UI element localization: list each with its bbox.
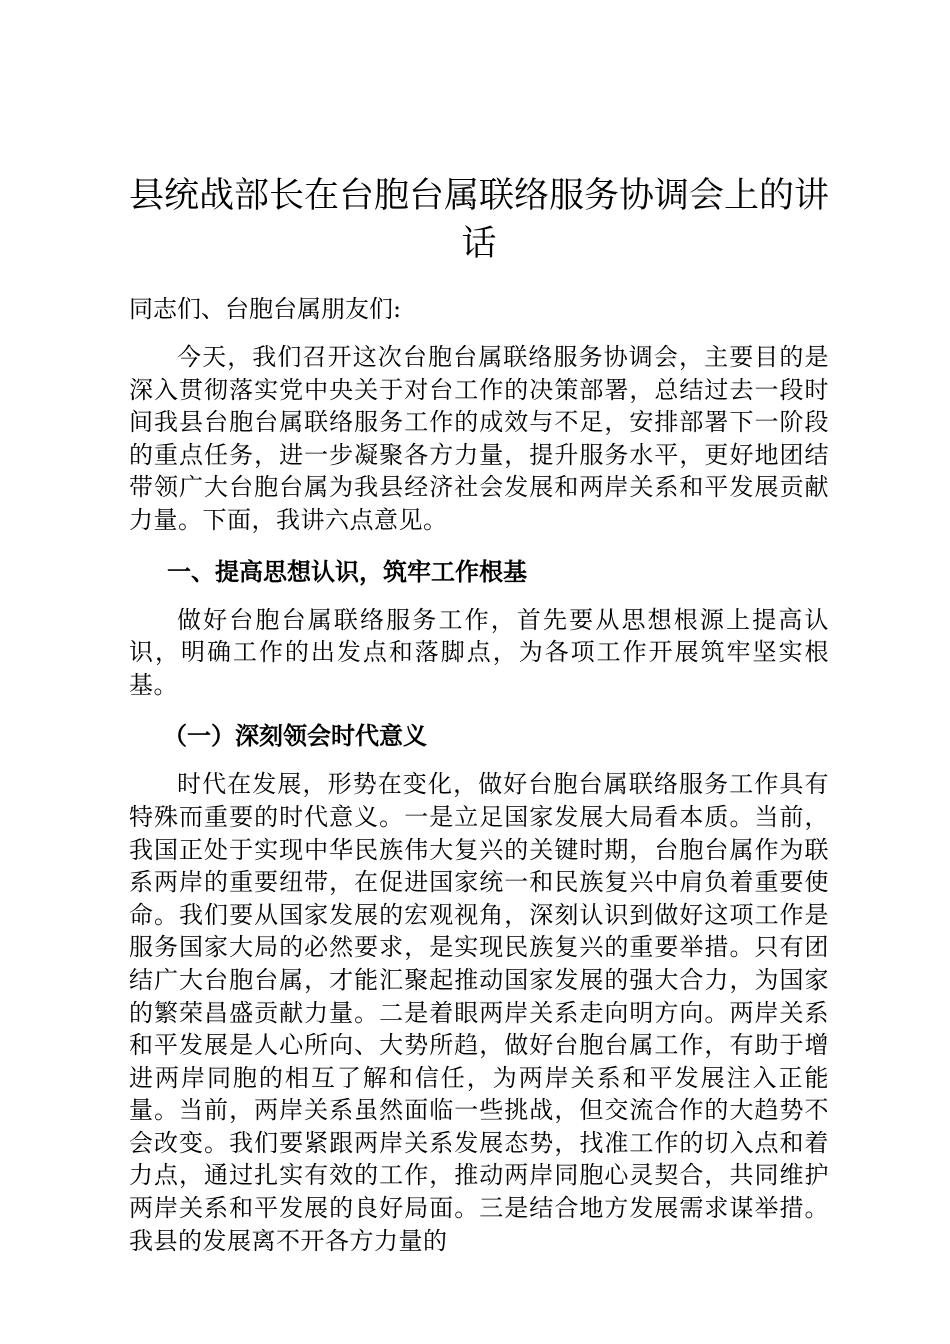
- intro-paragraph: 今天，我们召开这次台胞台属联络服务协调会，主要目的是深入贯彻落实党中央关于对台工作的决策部署，总结过去一段时间我县台胞台属联络服务工作的成效与不足，安排部署下一阶段的重点任务，进一步凝聚各方力量，提升服务水平，更好地团结带领广大台胞台属为我县经济社会发展和两岸关系和平发展贡献力量。下面，我讲六点意见。: [129, 343, 829, 534]
- salutation: 同志们、台胞台属朋友们:: [129, 295, 402, 323]
- document-page: [129, 172, 829, 1257]
- section-paragraph: 做好台胞台属联络服务工作，首先要从思想根源上提高认识，明确工作的出发点和落脚点，为各项工作开展筑牢坚实根基。: [129, 605, 829, 699]
- subsection-heading: （一）深刻领会时代意义: [163, 722, 427, 751]
- subsection-paragraph: 时代在发展，形势在变化，做好台胞台属联络服务工作具有特殊而重要的时代意义。一是立足国家发展大局看本质。当前，我国正处于实现中华民族伟大复兴的关键时期，台胞台属作为联系两岸的重要纽带，在促进国家统一和民族复兴中肩负着重要使命。我们要从国家发展的宏观视角，深刻认识到做好这项工作是服务国家大局的必然要求，是实现民族复兴的重要举措。只有团结广大台胞台属，才能汇聚起推动国家发展的强大合力，为国家的繁荣昌盛贡献力量。二是着眼两岸关系走向明方向。两岸关系和平发展是人心所向、大势所趋，做好台胞台属工作，有助于增进两岸同胞的相互了解和信任，为两岸关系和平发展注入正能量。当前，两岸关系虽然面临一些挑战，但交流合作的大趋势不会改变。我们要紧跟两岸关系发展态势，找准工作的切入点和着力点，通过扎实有效的工作，推动两岸同胞心灵契合，共同维护两岸关系和平发展的良好局面。三是结合地方发展需求谋举措。我县的发展离不开各方力量的: [129, 770, 829, 1255]
- document-title: 县统战部长在台胞台属联络服务协调会上的讲话: [129, 176, 830, 264]
- section-heading: 一、提高思想认识，筑牢工作根基: [167, 557, 527, 586]
